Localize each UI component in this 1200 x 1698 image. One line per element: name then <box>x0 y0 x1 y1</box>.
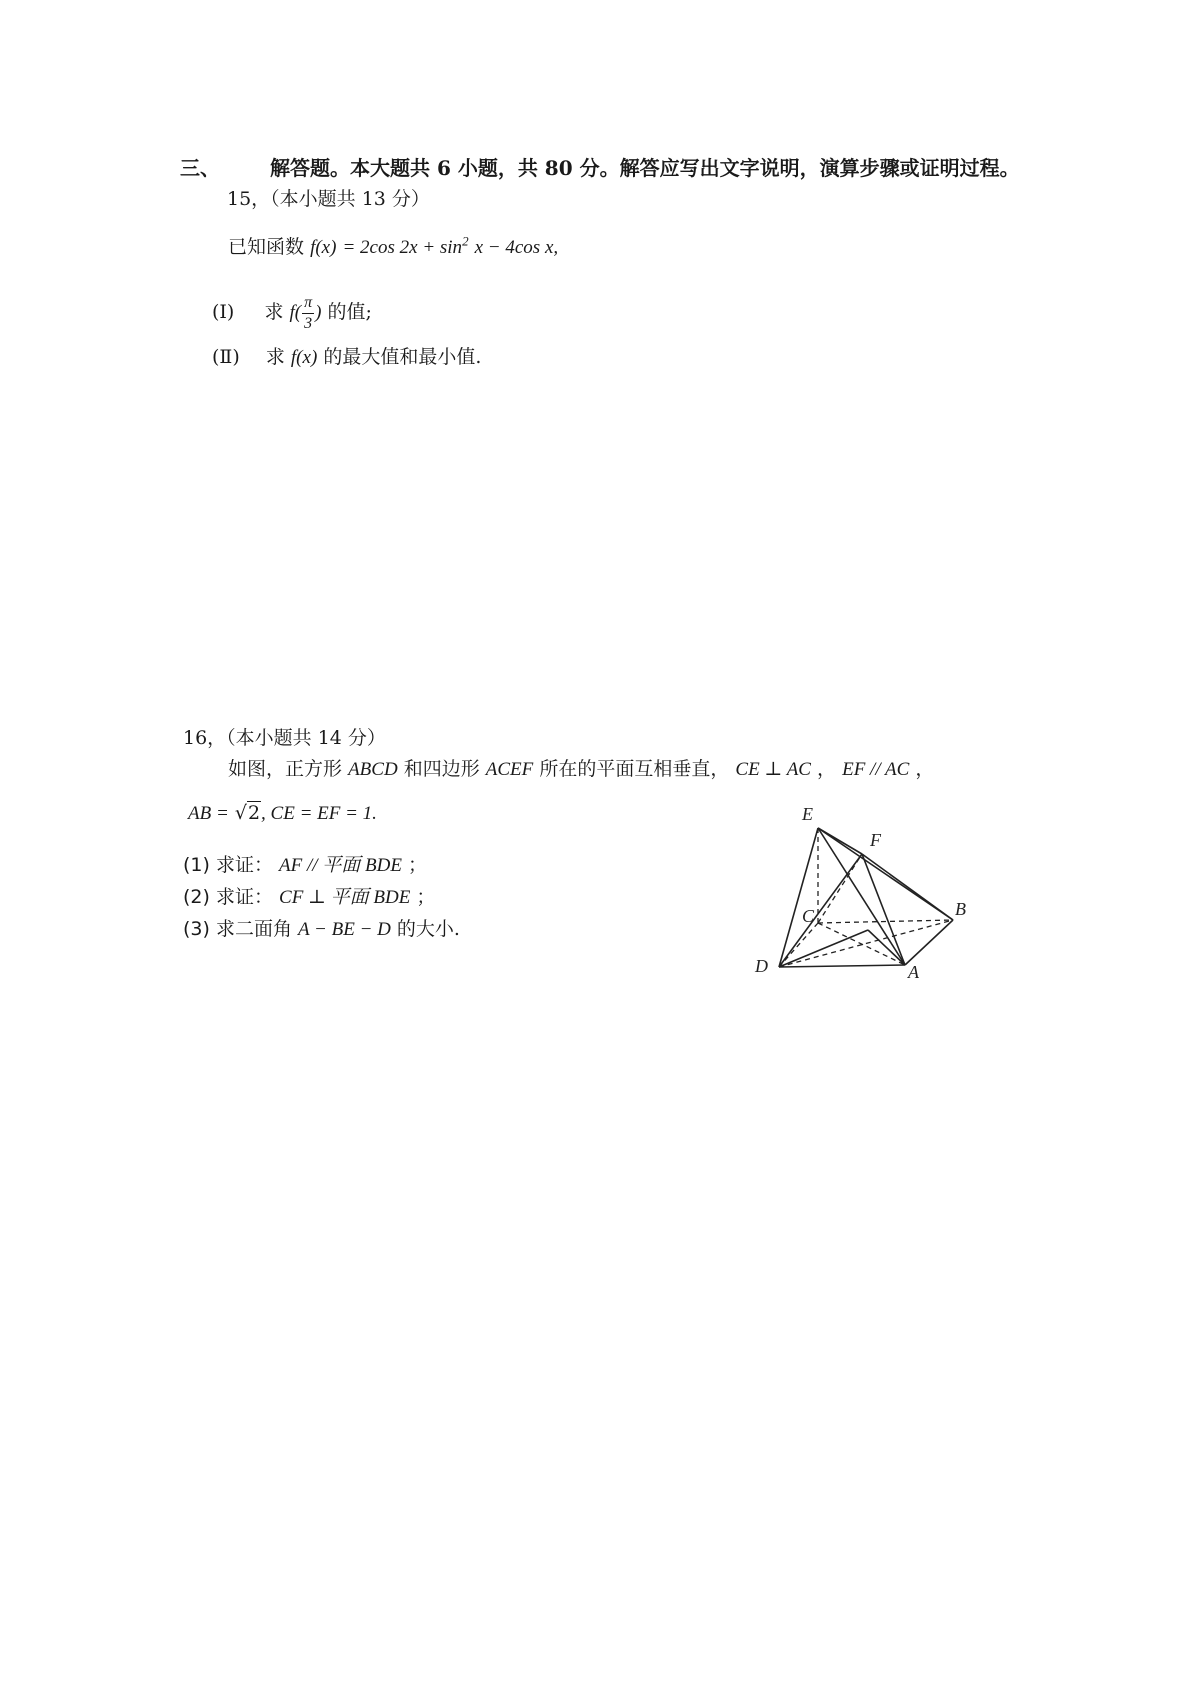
q15-statement <box>228 232 558 259</box>
q16-l1-sep: ， <box>817 758 837 780</box>
geometry-figure <box>740 800 980 1000</box>
q15-p2-f: f(x) <box>290 347 318 368</box>
q16-l1-ef: EF // AC <box>842 759 910 780</box>
q15-p1-fraction <box>302 295 314 332</box>
q16-l1-abcd: ABCD <box>348 759 398 780</box>
q15-formula-lhs: f(x) <box>310 237 337 258</box>
q16-p3-num: (3) <box>183 918 210 940</box>
q16-l1-c: 所在的平面互相垂直， <box>539 758 730 780</box>
edge-EB <box>818 828 953 920</box>
q16-p2-end: ； <box>416 886 436 908</box>
q15-formula-sup: 2 <box>462 233 469 249</box>
q16-p1-num: (1) <box>183 854 210 876</box>
q15-part1: (Ⅰ) 求 f( $\frac{\pi}{3}$ ) 的值; <box>212 293 372 332</box>
q15-intro: 已知函数 <box>228 236 305 258</box>
q16-p2-math: CF ⊥ 平面 BDE <box>279 887 411 908</box>
q16-p3-math: A − BE − D <box>298 919 391 940</box>
edge-ED <box>779 828 818 967</box>
q16-p3-text: 求二面角 <box>215 918 292 940</box>
section-number: 三、 <box>180 156 220 180</box>
edge-DA <box>779 965 905 967</box>
q15-p2-text-a: 求 <box>265 346 285 368</box>
q16-p2-num: (2) <box>183 886 210 908</box>
q16-l2-rad: 2 <box>247 802 261 824</box>
label-E: E <box>802 804 813 824</box>
edge-CF <box>818 854 862 923</box>
q16-l2-ab: AB = <box>188 803 229 824</box>
q16-p3-end: 的大小. <box>396 918 460 940</box>
q15-p1-frac-den: 3 <box>304 314 313 332</box>
edge-CB <box>818 920 953 923</box>
q15-p1-text-b: 的值; <box>327 301 372 323</box>
q16-part1 <box>183 850 427 877</box>
q16-label: 16，（本小题共 14 分） <box>183 727 386 749</box>
label-D: D <box>755 956 768 976</box>
q16-part2 <box>183 882 435 909</box>
q16-l1-b: 和四边形 <box>403 758 480 780</box>
q15-formula-rhs: = 2cos 2x + sin <box>342 237 463 258</box>
q16-part3 <box>183 914 460 941</box>
label-A: A <box>908 962 919 982</box>
q15-label: 15，（本小题共 13 分） <box>227 188 430 210</box>
edge-FA <box>862 854 905 965</box>
label-F: F <box>870 830 881 850</box>
q15-part2 <box>212 342 481 369</box>
q16-line2 <box>188 802 377 825</box>
q15-p2-text-b: 的最大值和最小值. <box>323 346 482 368</box>
q16-p2-text: 求证： <box>215 886 273 908</box>
q15-p1-num: (Ⅰ) <box>212 301 235 323</box>
q15-formula-tail: x − 4cos x, <box>474 237 559 258</box>
q15-p2-num: (Ⅱ) <box>212 346 240 368</box>
q16-l1-acef: ACEF <box>485 759 534 780</box>
q16-l2-sqrt: √2 <box>234 802 261 824</box>
label-C: C <box>802 906 815 926</box>
q16-line1 <box>228 754 934 781</box>
q16-l2-rest: , CE = EF = 1. <box>261 803 377 824</box>
q16-l1-ce: CE ⊥ AC <box>735 759 811 780</box>
label-B: B <box>955 899 966 919</box>
section-heading: 解答题。本大题共 6 小题，共 80 分。解答应写出文字说明，演算步骤或证明过程。 <box>270 156 1020 180</box>
q16-p1-end: ； <box>408 854 428 876</box>
q16-l1-end: ， <box>915 758 935 780</box>
q15-p1-text-a: 求 <box>264 301 284 323</box>
q15-p1-f: f <box>289 302 295 323</box>
q15-p1-frac-num: π <box>302 295 314 314</box>
q16-p1-math: AF // 平面 BDE <box>279 855 402 876</box>
q16-p1-text: 求证： <box>215 854 273 876</box>
q16-l1-a: 如图，正方形 <box>228 758 343 780</box>
